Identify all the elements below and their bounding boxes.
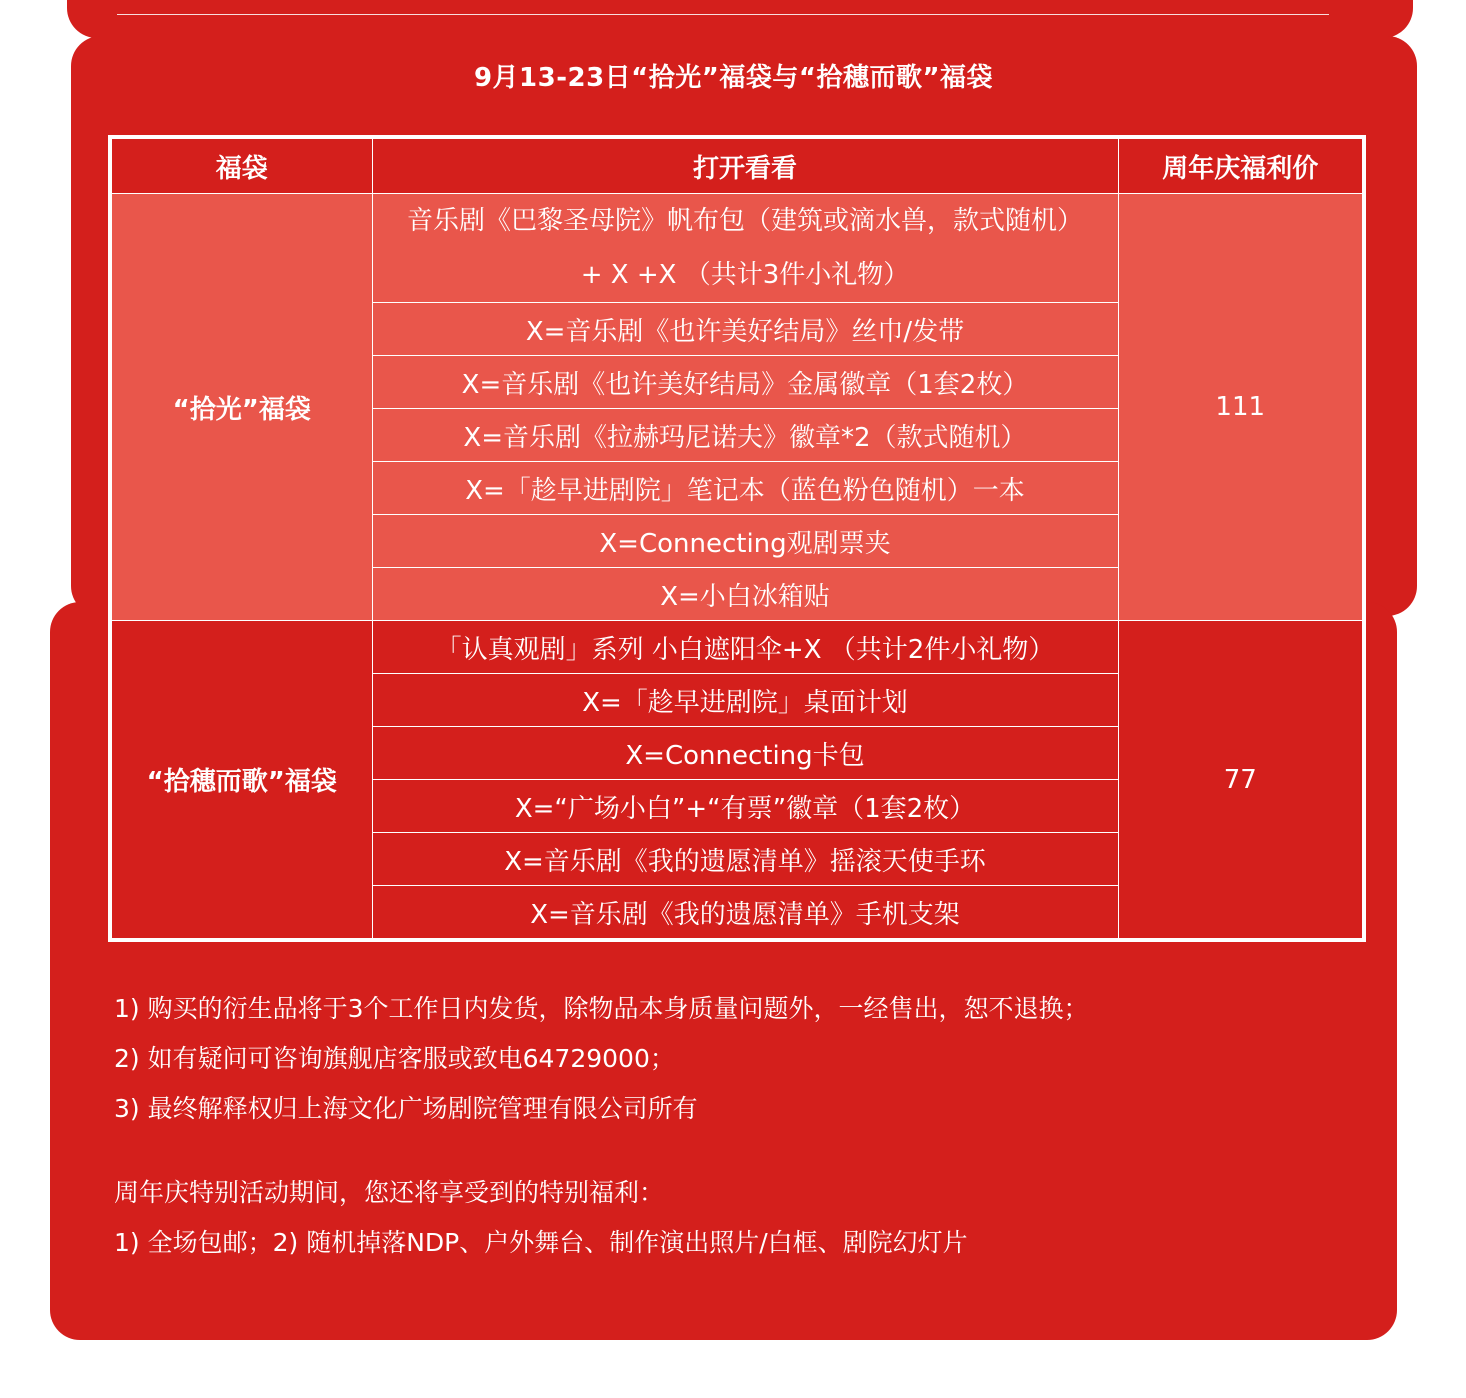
table-cell-item: X=音乐剧《也许美好结局》金属徽章（1套2枚）: [372, 356, 1118, 409]
item-line: 音乐剧《巴黎圣母院》帆布包（建筑或滴水兽，款式随机）: [406, 206, 1083, 236]
table-cell-item: X=「趁早进剧院」桌面计划: [372, 674, 1118, 727]
notes-block: [114, 984, 1089, 1268]
note-line: 1) 购买的衍生品将于3个工作日内发货，除物品本身质量问题外，一经售出，恕不退换；: [114, 994, 1089, 1023]
divider-line: [117, 14, 1329, 15]
header-contents: 打开看看: [372, 137, 1118, 194]
item-line: + X +X （共计3件小礼物）: [580, 260, 910, 290]
table-cell-item: X=小白冰箱贴: [372, 568, 1118, 621]
table-header-row: [110, 137, 1364, 194]
section-title: 9月13-23日“拾光”福袋与“拾穗而歌”福袋: [473, 63, 994, 93]
table-cell-item: X=音乐剧《拉赫玛尼诺夫》徽章*2（款式随机）: [372, 409, 1118, 462]
table-cell-item: X=音乐剧《我的遗愿清单》手机支架: [372, 886, 1118, 941]
bag-name-shiguang: “拾光”福袋: [110, 194, 372, 621]
top-panel: [67, 0, 1413, 38]
lucky-bag-table: [108, 135, 1366, 942]
bag-price-shisui: 77: [1118, 621, 1364, 941]
bag-price-shiguang: 111: [1118, 194, 1364, 621]
table-cell-item: X=“广场小白”+“有票”徽章（1套2枚）: [372, 780, 1118, 833]
table-cell-item: X=音乐剧《也许美好结局》丝巾/发带: [372, 303, 1118, 356]
benefits-intro: 周年庆特别活动期间，您还将享受到的特别福利：: [114, 1178, 665, 1207]
table-cell-item: X=音乐剧《我的遗愿清单》摇滚天使手环: [372, 833, 1118, 886]
table-cell-item: [372, 194, 1118, 303]
note-line: 2) 如有疑问可咨询旗舰店客服或致电64729000；: [114, 1044, 675, 1073]
benefits-line: 1) 全场包邮；2) 随机掉落NDP、户外舞台、制作演出照片/白框、剧院幻灯片: [114, 1228, 968, 1257]
bag-name-shisui: “拾穗而歌”福袋: [110, 621, 372, 941]
note-line: 3) 最终解释权归上海文化广场剧院管理有限公司所有: [114, 1094, 698, 1123]
header-bag: 福袋: [110, 137, 372, 194]
table-cell-item: X=「趁早进剧院」笔记本（蓝色粉色随机）一本: [372, 462, 1118, 515]
table-row: [110, 194, 1364, 303]
spacer: [114, 1134, 1089, 1168]
table-row: [110, 621, 1364, 674]
header-price: 周年庆福利价: [1118, 137, 1364, 194]
table-cell-item: X=Connecting卡包: [372, 727, 1118, 780]
table-cell-item: 「认真观剧」系列 小白遮阳伞+X （共计2件小礼物）: [372, 621, 1118, 674]
table-cell-item: X=Connecting观剧票夹: [372, 515, 1118, 568]
